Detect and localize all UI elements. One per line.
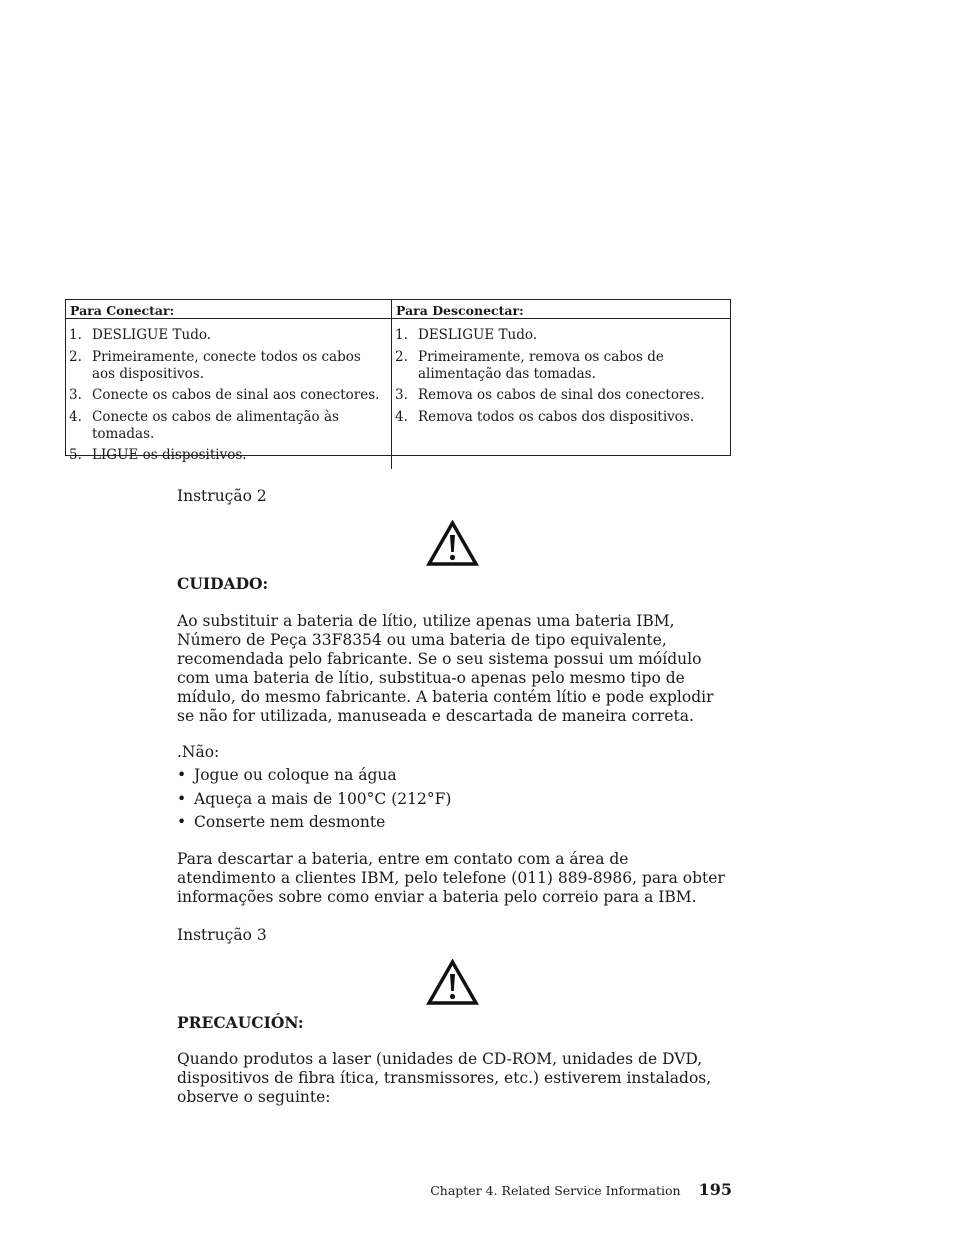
header-connect: Para Conectar:	[66, 300, 392, 318]
list-item: 3. Conecte os cabos de sinal aos conectores.	[69, 387, 380, 403]
list-item: 3. Remova os cabos de sinal dos conectores.	[395, 387, 705, 403]
list-item: • Jogue ou coloque na água	[177, 766, 397, 784]
connect-steps-cell	[66, 319, 392, 469]
statement-3-label: Instrução 3	[177, 926, 267, 944]
connect-disconnect-table	[65, 299, 731, 463]
do-not-label: .Não:	[177, 743, 220, 761]
page-footer	[430, 1180, 732, 1199]
warning-triangle-icon	[426, 520, 479, 567]
disconnect-steps-cell	[392, 319, 730, 469]
list-item: 1. DESLIGUE Tudo.	[395, 327, 538, 343]
connect-steps-list	[66, 319, 391, 464]
list-item: 4. Conecte os cabos de alimentação às tomadas.	[69, 408, 339, 442]
laser-paragraph: Quando produtos a laser (unidades de CD-ROM, unidades de DVD, dispositivos de fibra ítica, transmissores, etc.) estiverem instalados, observe o seguinte:	[177, 1050, 712, 1106]
precaucion-heading: PRECAUCIÓN:	[177, 1013, 304, 1032]
list-item: • Aqueça a mais de 100°C (212°F)	[177, 789, 452, 808]
statement-2-label: Instrução 2	[177, 487, 267, 505]
page-number: 195	[698, 1180, 732, 1199]
list-item: 4. Remova todos os cabos dos dispositivos.	[395, 408, 695, 425]
table-header-row	[66, 300, 730, 319]
do-not-list	[177, 766, 737, 837]
list-item: 2. Primeiramente, conecte todos os cabos aos dispositivos.	[69, 348, 361, 382]
battery-warning-paragraph: Ao substituir a bateria de lítio, utilize apenas uma bateria IBM, Número de Peça 33F8354 ou uma bateria de tipo equivalente, recomendada pelo fabricante. Se o seu sistema possui um móídulo com uma bateria de lítio, substitua-o apenas pelo mesmo tipo de mídulo, do mesmo fabricante. A bateria contém lítio e pode explodir se não for utilizada, manuseada e descartada de maneira correta.	[177, 612, 714, 725]
disposal-paragraph: Para descartar a bateria, entre em contato com a área de atendimento a clientes IBM, pelo telefone (011) 889-8986, para obter informações sobre como enviar a bateria pelo correio para a IBM.	[177, 850, 725, 906]
warning-triangle-icon	[426, 959, 479, 1006]
header-disconnect: Para Desconectar:	[396, 303, 524, 318]
chapter-title: Chapter 4. Related Service Information	[430, 1183, 681, 1198]
list-item: 5. LIGUE os dispositivos.	[69, 447, 247, 463]
list-item: • Conserte nem desmonte	[177, 813, 386, 831]
list-item: 2. Primeiramente, remova os cabos de alimentação das tomadas.	[395, 348, 664, 382]
disconnect-steps-list	[392, 319, 730, 426]
list-item: 1. DESLIGUE Tudo.	[69, 327, 212, 343]
table-body-row	[66, 319, 730, 469]
caution-heading: CUIDADO:	[177, 574, 269, 593]
